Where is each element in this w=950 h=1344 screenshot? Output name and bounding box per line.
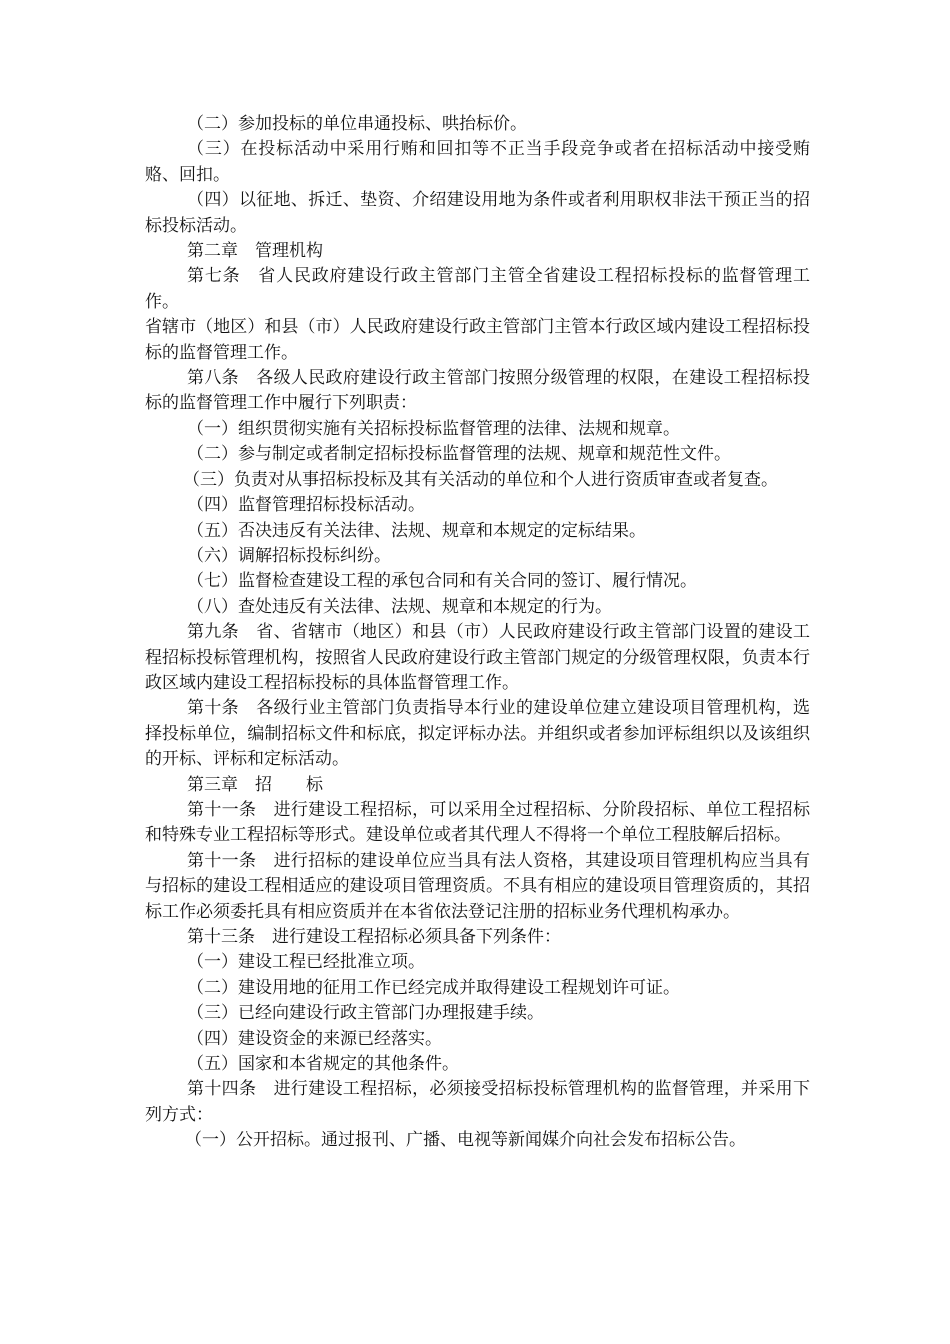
list-item: （六）调解招标投标纠纷。 [187, 545, 391, 566]
article-paragraph: 第十四条 进行建设工程招标，必须接受招标投标管理机构的监督管理，并采用下列方式： [145, 1079, 810, 1125]
list-item: （五）否决违反有关法律、法规、规章和本规定的定标结果。 [187, 520, 646, 541]
list-item: （二）参与制定或者制定招标投标监督管理的法规、规章和规范性文件。 [187, 444, 731, 465]
paragraph: 省辖市（地区）和县（市）人民政府建设行政主管部门主管本行政区域内建设工程招标投标的监督管理工作。 [145, 317, 810, 363]
article-paragraph: 第十条 各级行业主管部门负责指导本行业的建设单位建立建设项目管理机构，选择投标单位，编制招标文件和标底，拟定评标办法。并组织或者参加评标组织以及该组织的开标、评标和定标活动。 [145, 698, 810, 770]
article-paragraph: 第十三条 进行建设工程招标必须具备下列条件： [187, 927, 561, 947]
list-item: （七）监督检查建设工程的承包合同和有关合同的签订、履行情况。 [187, 571, 697, 592]
list-item: （三）已经向建设行政主管部门办理报建手续。 [187, 1003, 544, 1024]
document-body [145, 112, 810, 1154]
paragraph: （二）参加投标的单位串通投标、哄抬标价。 [187, 114, 527, 134]
list-item: （八）查处违反有关法律、法规、规章和本规定的行为。 [187, 596, 612, 617]
article-paragraph: 第九条 省、省辖市（地区）和县（市）人民政府建设行政主管部门设置的建设工程招标投标管理机构，按照省人民政府建设行政主管部门规定的分级管理权限，负责本行政区域内建设工程招标投标的具体监督管理工作。 [145, 622, 810, 693]
article-paragraph: 第七条 省人民政府建设行政主管部门主管全省建设工程招标投标的监督管理工作。 [145, 266, 810, 312]
chapter-heading: 第三章 招 标 [187, 774, 323, 795]
list-item: （四）建设资金的来源已经落实。 [187, 1028, 442, 1049]
article-paragraph: 第十一条 进行招标的建设单位应当具有法人资格，其建设项目管理机构应当具有与招标的建设工程相适应的建设项目管理资质。不具有相应的建设项目管理资质的，其招标工作必须委托具有相应资质并在本省依法登记注册的招标业务代理机构承办。 [145, 850, 810, 922]
list-item: （四）监督管理招标投标活动。 [187, 495, 425, 516]
list-item: （一）组织贯彻实施有关招标投标监督管理的法律、法规和规章。 [187, 418, 680, 439]
list-item: （一）公开招标。通过报刊、广播、电视等新闻媒介向社会发布招标公告。 [185, 1130, 746, 1151]
article-paragraph: 第十一条 进行建设工程招标，可以采用全过程招标、分阶段招标、单位工程招标和特殊专业工程招标等形式。建设单位或者其代理人不得将一个单位工程肢解后招标。 [145, 799, 810, 846]
list-item: （五）国家和本省规定的其他条件。 [187, 1054, 459, 1075]
list-item: （三）负责对从事招标投标及其有关活动的单位和个人进行资质审查或者复查。 [183, 469, 778, 490]
list-item: （二）建设用地的征用工作已经完成并取得建设工程规划许可证。 [187, 977, 680, 998]
list-item: （一）建设工程已经批准立项。 [187, 952, 425, 973]
article-paragraph: 第八条 各级人民政府建设行政主管部门按照分级管理的权限，在建设工程招标投标的监督管理工作中履行下列职责： [145, 368, 810, 414]
paragraph: （四）以征地、拆迁、垫资、介绍建设用地为条件或者利用职权非法干预正当的招标投标活动。 [145, 190, 810, 236]
chapter-heading: 第二章 管理机构 [187, 241, 323, 262]
paragraph: （三）在投标活动中采用行贿和回扣等不正当手段竞争或者在招标活动中接受贿赂、回扣。 [145, 139, 810, 185]
